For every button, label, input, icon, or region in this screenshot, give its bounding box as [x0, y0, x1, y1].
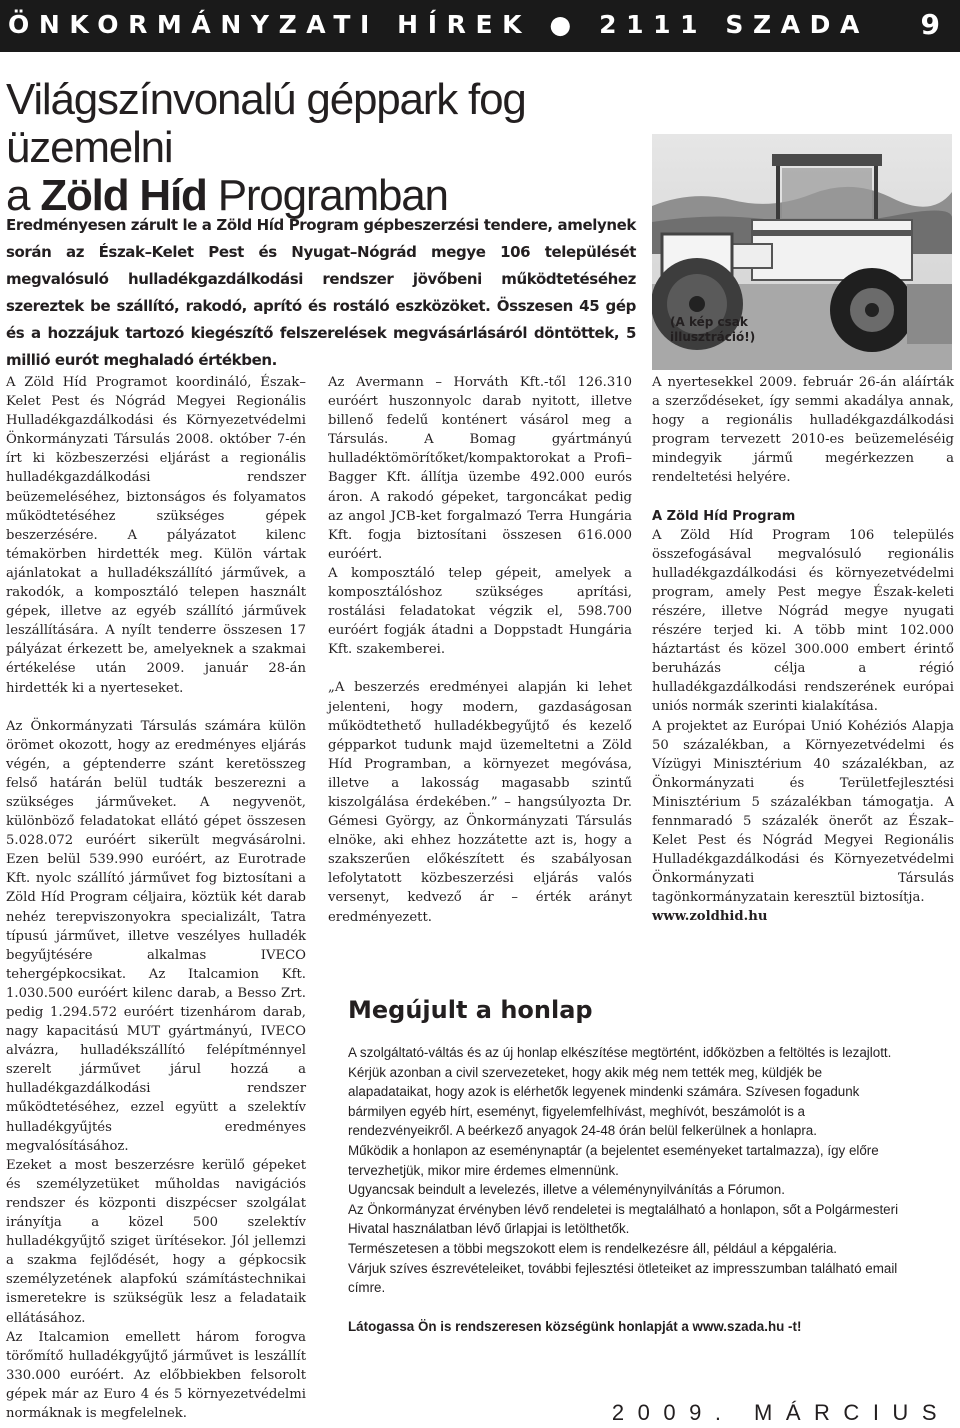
article-column-1	[6, 373, 306, 1423]
title-a: a	[6, 171, 30, 220]
website-news-box	[348, 995, 908, 1336]
col2-quote: „A beszerzés eredményei alapján ki lehet jelenteni, hogy modern, gazdaságosan működtethető hulladékbegyűjtő és kezelő gépparkot tudunk majd üzemeltetni a Zöld Híd Programban, a környezet megóvása, illetve a lakosság magasabb szintű kiszolgálása érdekében.” – hangsúlyozta Dr. Gémesi György, az Önkormányzati Társulás elnöke, aki ehhez hozzátette azt is, hogy a szakszerűen előkészített és szabályosan lefolytatott közbeszerzési eljárás valós versenyt, kedvező ár – érték arányt eredményezett.	[328, 680, 632, 925]
website-visit-line: Látogassa Ön is rendszeresen községünk honlapját a www.szada.hu -t!	[348, 1318, 802, 1334]
col1-paragraph-3: Ezeket a most beszerzésre kerülő gépeket és személyzetüket műholdas navigációs rendszer és központi diszpécser szolgálat irányítja a közel 500 szelektív hulladékgyűjtő sziget ürítésekor. Jól jellemzi a szakma fejlődését, hogy a gépkocsik személyzetének alapfokú számítástechnikai ismeretekre is szükségük lesz a feladataik ellátásához.	[6, 1157, 306, 1326]
article-lead: Eredményesen zárult le a Zöld Híd Program gépbeszerzési tendere, amelynek során az Észak–Kelet Pest és Nyugat–Nógrád megye 106 települését megvalósuló hulladékgazdálkodási rendszer jövőbeni működtetéséhez szereztek be szállító, rakodó, aprító és rostáló eszközöket. Összesen 45 gép és a hozzájuk tartozó kiegészítő felszerelések megvásárlásáról döntöttek, 5 millió eurót meghaladó értékben.	[6, 216, 636, 369]
col3-paragraph-3: A projektet az Európai Unió Kohéziós Alapja 50 százalékban, a Környezetvédelmi és Vízügyi Minisztérium 40 százalékban, az Önkormányzati és Területfejlesztési Minisztérium 5 százalékban támogatja. A fennmaradó 5 százalék önerőt az Észak–Kelet Pest és Nógrád Megyei Regionális Hulladékgazdálkodási és Környezetvédelmi Önkormányzati Társulás tagönkormányzatain keresztül biztosítja.	[652, 718, 954, 906]
col3-paragraph-1: A nyertesekkel 2009. február 26-án aláírták a szerződéseket, így semmi akadálya annak, hogy a regionális hulladékgazdálkodási program tervezett 2010-es beüzemeléséig mindegyik jármű megérkezzen a rendeltetési helyére.	[652, 375, 954, 486]
col2-paragraph-2: A komposztáló telep gépeit, amelyek a komposztálóshoz szükséges aprítási, rostálási feladatokat végzik el, 598.700 euróért fogják átadni a Doppstadt Hungária Kft. szakemberei.	[328, 565, 632, 658]
masthead-bar	[0, 0, 960, 52]
article-column-2	[328, 373, 632, 927]
website-news-paragraph-5: Az Önkormányzat érvényben lévő rendeletei is megtalálható a honlapon, sőt a Polgármesteri Hivatal használatban lévő űrlapjai is letölthetők.	[348, 1201, 899, 1237]
title-bold: Zöld Híd	[40, 171, 207, 220]
title-line-1: Világszínvonalú géppark fog üzemelni	[6, 75, 526, 172]
col1-paragraph-4: Az Italcamion emellett három forogva törőmítő hulladékgyűjtő járművet is leszállít 330.000 euróért. Az előbbiekben felsorolt gépek már az Euro 4 és 5 környezetvédelmi normáknak is megfelelnek.	[6, 1329, 306, 1421]
website-news-paragraph-3: Működik a honlapon az eseménynaptár (a bejelentet eseményeket tartalmazza), így előre tervezhetjük, mikor mire érdemes elmennünk.	[348, 1142, 879, 1178]
title-rest: Programban	[217, 171, 448, 220]
col1-paragraph-2: Az Önkormányzati Társulás számára külön örömet okozott, hogy az eredményes eljárás végén, a géptenderre szánt keretösszeg felső határán belül tudták beszerezni a szükséges járműveket. A negyvenöt, különböző feladatokat ellátó gépet összesen 5.028.072 euróért sikerült megvásárolni. Ezen belül 539.990 euróért, az Eurotrade Kft. nyolc szállító járművet fog biztosítani a Zöld Híd Program céljaira, köztük két darab nehéz terepviszonyokra specializált, Tatra típusú járművet, illetve veszélyes hulladék begyűjtésére alkalmas IVECO tehergépkocsikat. Az Italcamion Kft. 1.030.500 euróért kilenc darab, a Besso Zrt. pedig 1.294.572 euróért tizenhárom darab, nagy kapacitású MUT gyártmányú, IVECO alvázra, hulladékszállító felépítménnyel szerelt járművet járul hozzá a hulladékgazdálkodási rendszer működtetéséhez, ezzel együtt a szelektív hulladékgyűjtés eredményes megvalósításához.	[6, 718, 306, 1154]
article-title	[6, 76, 646, 220]
website-news-paragraph-4: Ugyancsak beindult a levelezés, illetve a véleménynyilvánítás a Fórumon.	[348, 1182, 785, 1198]
page-number: 9	[920, 8, 940, 41]
col2-paragraph-1: Az Avermann – Horváth Kft.-től 126.310 euróért huszonnyolc darab nyitott, illetve billenő fedelű konténert vásárol meg a Társulás. A Bomag gyártmányú hulladéktömörítőket/kompaktorokat a Profi–Bagger Kft. állítja üzembe 492.000 eurós áron. A rakodó gépeket, targoncákat pedig az angol JCB-ket forgalmazó Terra Hungária Kft. fogja biztosítani összesen 616.000 euróért.	[328, 375, 632, 562]
website-news-paragraph-2: Kérjük azonban a civil szervezeteket, hogy akik még nem tették meg, küldjék be alapadataikat, hogy azok is elérhetők legyenek mindenki számára. Szívesen fogadunk bármilyen egyéb hírt, eseményt, figyelemfelhívást, meghívót, beszámolót is a rendezvényeikről. A beérkező anyagok 24-48 órán belül felkerülnek a honlapra.	[348, 1064, 860, 1139]
article-column-3	[652, 373, 954, 927]
website-news-paragraph-7: Várjuk szíves észrevételeiket, további fejlesztési ötleteiket az impresszumban található email címre.	[348, 1260, 898, 1296]
website-news-paragraph-6: Természetesen a többi megszokott elem is rendelkezésre áll, például a képgaléria.	[348, 1240, 838, 1256]
col1-paragraph-1: A Zöld Híd Programot koordináló, Észak–Kelet Pest és Nógrád Megyei Regionális Hulladékgazdálkodási és Környezetvédelmi Önkormányzati Társulás 2008. október 7-én írt ki közbeszerzési eljárást a regionális hulladékgazdálkodási rendszer beüzemeléséhez, biztonságos és folyamatos működtetéséhez szükséges gépek beszerzésére. A pályázatot kilenc témakörben hirdették meg. Külön vártak ajánlatokat a hulladékszállító járművek, a rakodók, a komposztáló telepen használt gépek, illetve az egyéb szállító járművek leszállítására. A nyílt tenderre összesen 17 pályázat érkezett be, amelyeknek a szakmai értékelése után 2009. január 28-án hirdették ki a nyerteseket.	[6, 375, 306, 696]
col3-paragraph-2: A Zöld Híd Program 106 település összefogásával megvalósuló regionális hulladékgazdálkodási és környezetvédelmi program, amely Pest megye Észak-keleti részére, illetve Nógrád megye nyugati részére terjed ki. A több mint 102.000 háztartást és közel 300.000 embert érintő beruházás célja a régió hulladékgazdálkodási rendszerének európai uniós normák szerinti kialakítása.	[652, 527, 954, 715]
website-news-paragraph-1: A szolgáltató-váltás és az új honlap elkészítése megtörtént, időközben a feltöltés is lezajlott.	[348, 1045, 892, 1060]
program-website-link[interactable]: www.zoldhid.hu	[652, 909, 768, 925]
website-news-title: Megújult a honlap	[348, 996, 593, 1024]
program-heading: A Zöld Híd Program	[652, 508, 796, 524]
issue-date: 2009. MÁRCIUS	[611, 1400, 950, 1425]
masthead-title: ÖNKORMÁNYZATI HÍREK ● 2111 SZADA	[8, 10, 869, 39]
photo-caption: (A kép csak illusztráció!)	[670, 315, 756, 344]
